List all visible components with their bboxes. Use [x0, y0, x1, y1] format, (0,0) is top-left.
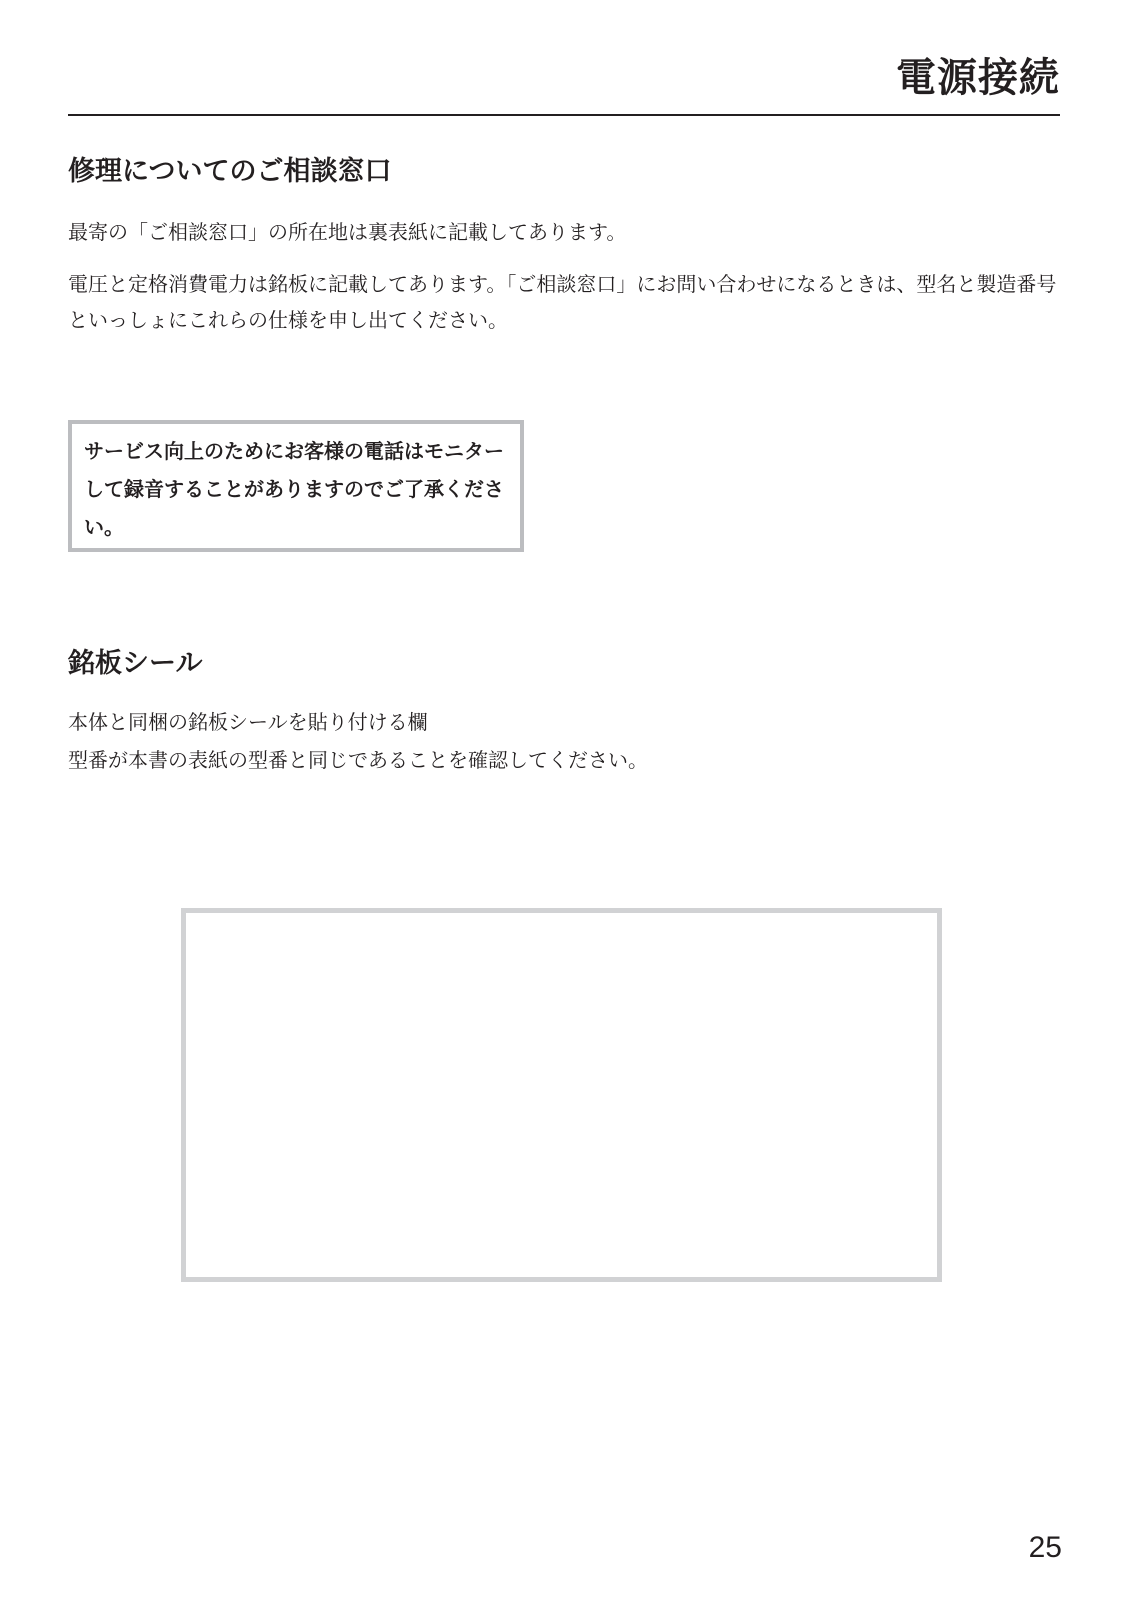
model-number-check-text: 型番が本書の表紙の型番と同じであることを確認してください。: [68, 748, 648, 772]
page-header: [68, 50, 1060, 116]
call-recording-notice-box: [68, 420, 524, 552]
page-number: 25: [1028, 1531, 1062, 1564]
nameplate-seal-area: [181, 908, 942, 1282]
consultation-location-text: 最寄の「ご相談窓口」の所在地は裏表紙に記載してあります。: [68, 220, 627, 244]
repair-consultation-heading: 修理についてのご相談窓口: [68, 156, 392, 187]
nameplate-seal-heading: 銘板シール: [68, 648, 203, 679]
seal-attach-instruction-text: 本体と同梱の銘板シールを貼り付ける欄: [68, 710, 428, 734]
page-title: 電源接続: [896, 55, 1060, 101]
model-info-instructions-text: 電圧と定格消費電力は銘板に記載してあります。「ご相談窓口」にお問い合わせになるときは、型名と製造番号といっしょにこれらの仕様を申し出てください。: [68, 272, 1057, 332]
call-recording-notice-text: サービス向上のためにお客様の電話はモニターして録音することがありますのでご了承ください。: [84, 439, 504, 539]
